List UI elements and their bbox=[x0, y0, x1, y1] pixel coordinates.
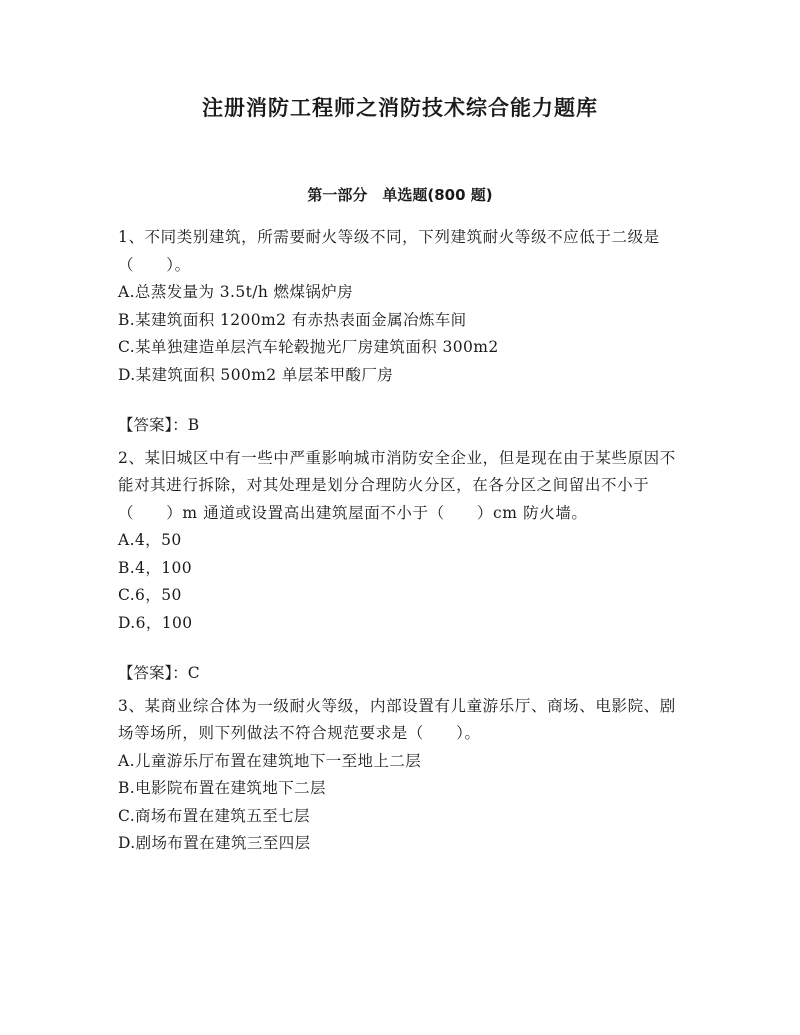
option-c: C.某单独建造单层汽车轮毂抛光厂房建筑面积 300m2 bbox=[118, 338, 499, 356]
option-b: B.4，100 bbox=[118, 558, 193, 577]
option-a: A.4，50 bbox=[118, 531, 182, 549]
question-stem: 2、某旧城区中有一些中严重影响城市消防安全企业，但是现在由于某些原因不能对其进行拆除，对其处理是划分合理防火分区，在各分区之间留出不小于（ ）m 通道或设置高出建筑屋面不小于（ ）cm 防火墙。 bbox=[118, 448, 676, 522]
option-d: D.某建筑面积 500m2 单层苯甲酸厂房 bbox=[118, 365, 394, 384]
answer-label: 【答案】：B bbox=[118, 416, 200, 434]
option-b: B.某建筑面积 1200m2 有赤热表面金属冶炼车间 bbox=[118, 310, 467, 329]
option-a: A.总蒸发量为 3.5t/h 燃煤锅炉房 bbox=[118, 283, 354, 301]
section-title: 第一部分 单选题(800 题) bbox=[307, 186, 493, 204]
question-1 bbox=[118, 224, 680, 445]
question-2 bbox=[118, 445, 680, 693]
option-c: C.6，50 bbox=[118, 586, 182, 604]
option-a: A.儿童游乐厅布置在建筑地下一至地上二层 bbox=[118, 751, 422, 770]
option-d: D.6，100 bbox=[118, 613, 193, 632]
question-3 bbox=[118, 693, 680, 858]
document-title: 注册消防工程师之消防技术综合能力题库 bbox=[202, 96, 598, 120]
option-b: B.电影院布置在建筑地下二层 bbox=[118, 779, 326, 797]
question-stem: 1、不同类别建筑，所需要耐火等级不同，下列建筑耐火等级不应低于二级是（ ）。 bbox=[118, 228, 660, 274]
question-list bbox=[118, 224, 680, 858]
option-c: C.商场布置在建筑五至七层 bbox=[118, 806, 310, 825]
option-d: D.剧场布置在建筑三至四层 bbox=[118, 834, 311, 852]
answer-label: 【答案】：C bbox=[118, 664, 200, 682]
question-stem: 3、某商业综合体为一级耐火等级，内部设置有儿童游乐厅、商场、电影院、剧场等场所，则下列做法不符合规范要求是（ ）。 bbox=[118, 696, 676, 742]
